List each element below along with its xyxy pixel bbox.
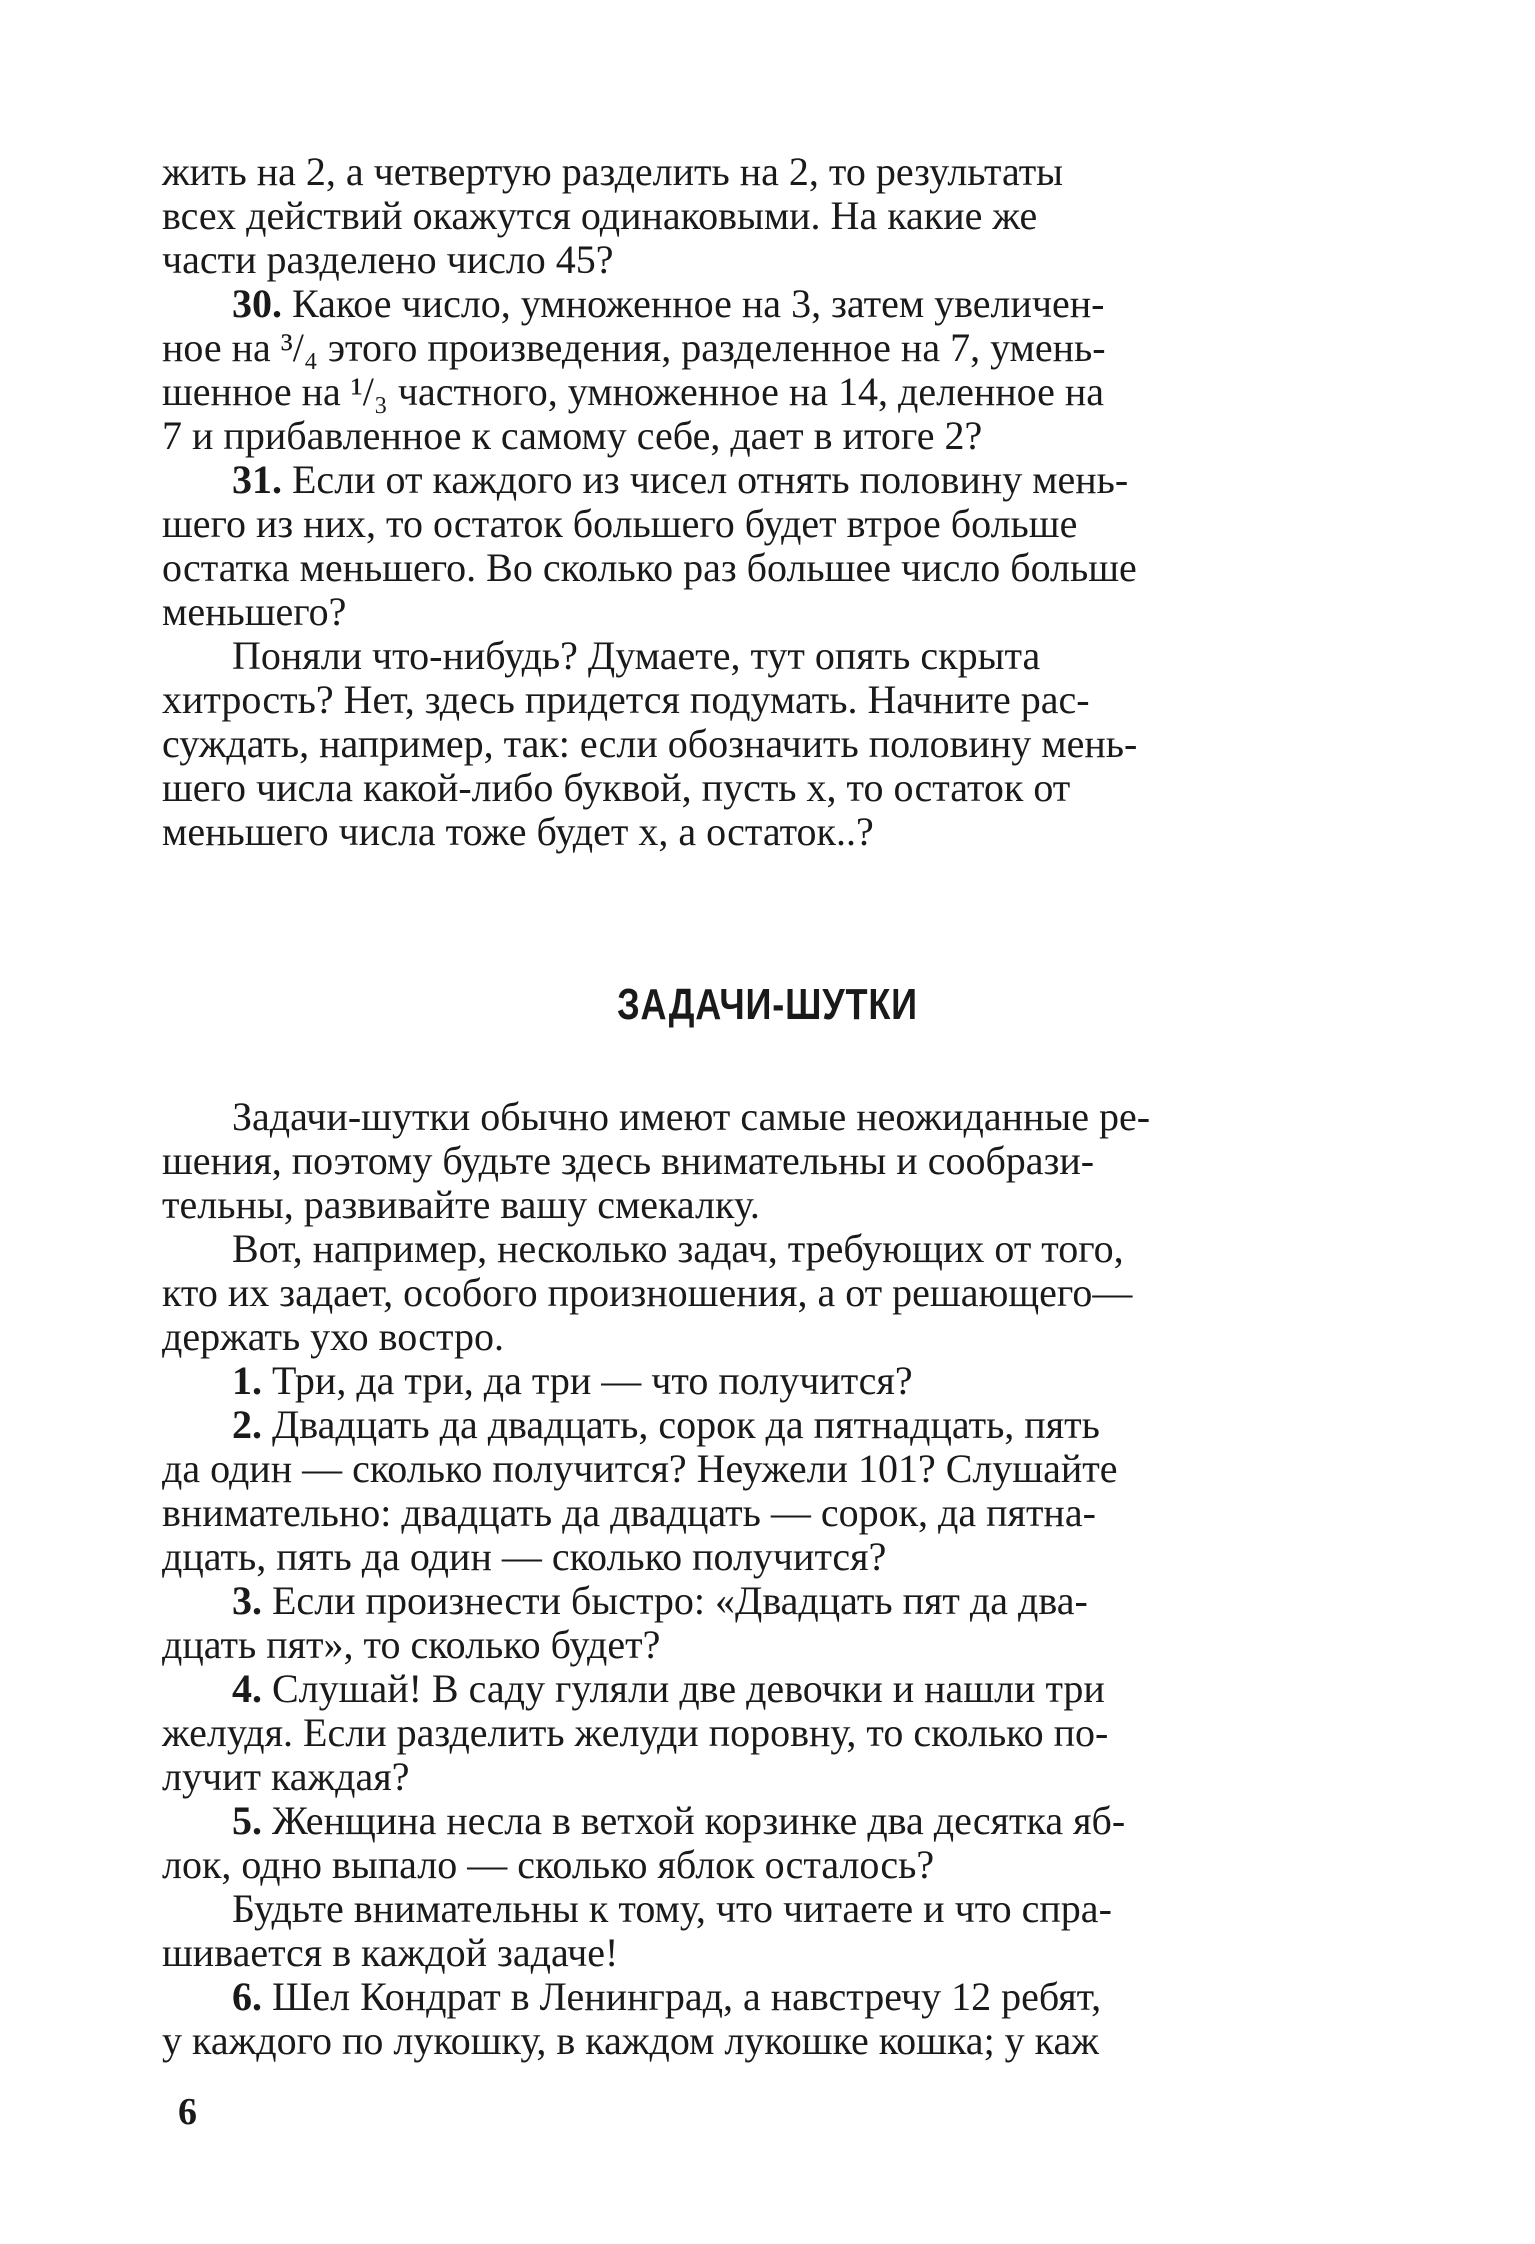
joke-1: 1. Три, да три, да три — что получится? <box>232 1358 913 1403</box>
text-line: кто их задает, особого произношения, а от решающего— <box>162 1270 1133 1315</box>
text-line: шивается в каждой задаче! <box>162 1930 619 1975</box>
text-line: меньшего? <box>162 589 347 634</box>
text-line: меньшего числа тоже будет x, а остаток..? <box>162 809 874 854</box>
text-line: части разделено число 45? <box>162 237 614 282</box>
intro2-paragraph: Вот, например, несколько задач, требующих от того, <box>232 1226 1124 1271</box>
text-line: дцать, пять да один — сколько получится? <box>162 1534 887 1579</box>
text-line: желудя. Если разделить желуди поровну, то сколько по- <box>162 1710 1109 1755</box>
text-line: шения, поэтому будьте здесь внимательны и сообрази- <box>162 1138 1095 1183</box>
text-line: дцать пят», то сколько будет? <box>162 1622 661 1667</box>
text-line: всех действий окажутся одинаковыми. На какие же <box>162 193 1038 238</box>
section-heading: ЗАДАЧИ-ШУТКИ <box>617 980 918 1029</box>
text-line: ное на ³/₄ этого произведения, разделенное на 7, умень- <box>162 325 1106 370</box>
problem-31: 31. Если от каждого из чисел отнять половину мень- <box>232 457 1129 502</box>
text-line: шего числа какой-либо буквой, пусть x, то остаток от <box>162 765 1071 810</box>
hint-paragraph: Поняли что-нибудь? Думаете, тут опять скрыта <box>232 633 1041 678</box>
text-line: внимательно: двадцать да двадцать — сорок, да пятна- <box>162 1490 1096 1535</box>
text-line: жить на 2, а четвертую разделить на 2, то результаты <box>162 149 1064 194</box>
text-line: лучит каждая? <box>162 1754 410 1799</box>
page-number: 6 <box>178 2091 197 2133</box>
text-line: лок, одно выпало — сколько яблок осталось? <box>162 1842 935 1887</box>
text-line: суждать, например, так: если обозначить половину мень- <box>162 721 1138 766</box>
text-line: шего из них, то остаток большего будет втрое больше <box>162 501 1078 546</box>
text-line: остатка меньшего. Во сколько раз большее число больше <box>162 545 1137 590</box>
text-line: у каждого по лукошку, в каждом лукошке кошка; у каж <box>162 2018 1099 2063</box>
joke-6: 6. Шел Кондрат в Ленинград, а навстречу 12 ребят, <box>232 1974 1102 2019</box>
attention-paragraph: Будьте внимательны к тому, что читаете и что спра- <box>232 1886 1112 1931</box>
text-line: держать ухо востро. <box>162 1314 504 1359</box>
text-line: тельны, развивайте вашу смекалку. <box>162 1182 760 1227</box>
text-line: 7 и прибавленное к самому себе, дает в итоге 2? <box>162 413 983 458</box>
text-line: хитрость? Нет, здесь придется подумать. Начните рас- <box>162 677 1090 722</box>
text-line: шенное на ¹/₃ частного, умноженное на 14, деленное на <box>162 369 1105 414</box>
joke-3: 3. Если произнести быстро: «Двадцать пят да два- <box>232 1578 1088 1623</box>
problem-30: 30. Какое число, умноженное на 3, затем увеличен- <box>232 281 1105 326</box>
text-line: да один — сколько получится? Неужели 101? Слушайте <box>162 1446 1118 1491</box>
joke-4: 4. Слушай! В саду гуляли две девочки и нашли три <box>232 1666 1105 1711</box>
joke-2: 2. Двадцать да двадцать, сорок да пятнадцать, пять <box>232 1402 1100 1447</box>
intro-paragraph: Задачи-шутки обычно имеют самые неожиданные ре- <box>232 1094 1151 1139</box>
joke-5: 5. Женщина несла в ветхой корзинке два десятка яб- <box>232 1798 1126 1843</box>
